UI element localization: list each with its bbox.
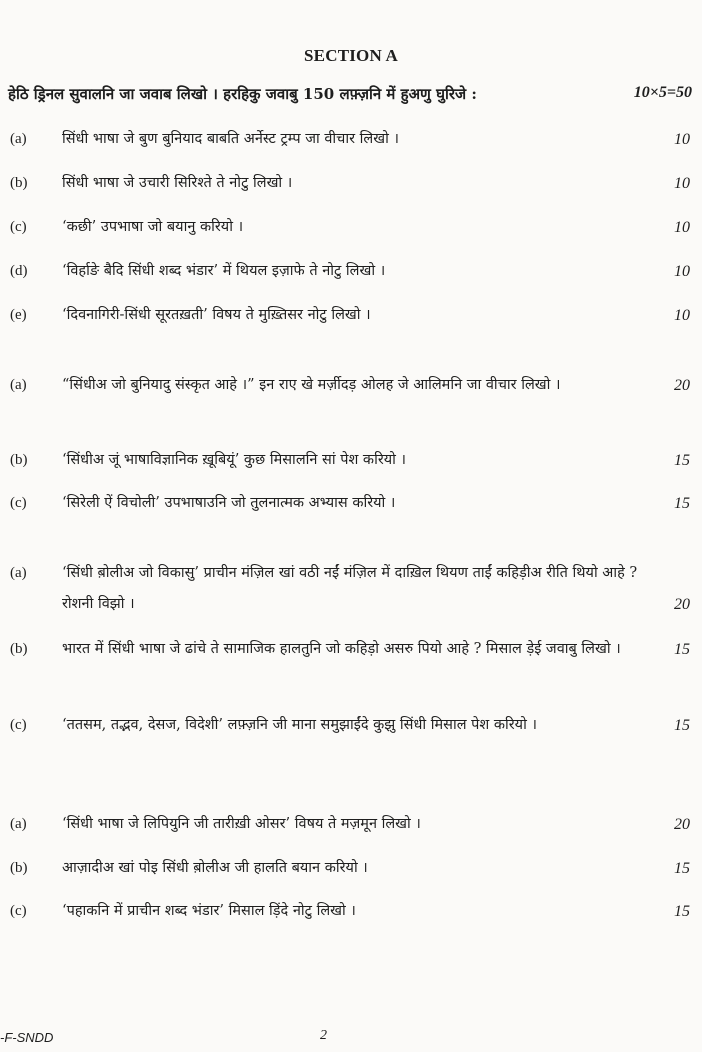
question-text: ‘सिंधी ब़ोलीअ जो विकासु’ प्राचीन मंज़िल खां वठी नईं मंज़िल में दाख़िल थियण ताईं कहिड़ीअ रीति थियो आहे ? रोशनी विझो । xyxy=(62,565,638,612)
question-text: ‘कछी’ उपभाषा जो बयानु करियो । xyxy=(62,219,244,235)
question-text: ‘सिंधी भाषा जे लिपियुनि जी तारीख़ी ओसर’ विषय ते मज़मून लिखो । xyxy=(62,816,421,832)
question-3a xyxy=(10,558,690,620)
question-2a xyxy=(10,370,690,401)
question-marks: 15 xyxy=(674,860,690,877)
instruction-text: हेठि ड्रिनल सुवालनि जा जवाब लिखो । हरहिकु जवाबु 150 लफ़्ज़नि में हुअणु घुरिजे : xyxy=(8,85,477,103)
question-label: (a) xyxy=(10,565,27,581)
question-1a xyxy=(10,124,690,155)
instruction-marks: 10×5=50 xyxy=(633,84,692,101)
question-1d xyxy=(10,256,690,287)
question-4b xyxy=(10,853,690,884)
question-label: (a) xyxy=(10,131,27,147)
question-label: (b) xyxy=(10,175,28,191)
question-label: (c) xyxy=(10,495,27,511)
page-number: 2 xyxy=(320,1028,327,1043)
question-marks: 20 xyxy=(674,377,690,394)
question-text: ‘दिवनागिरी-सिंधी सूरतख़ती’ विषय ते मुख़्तिसर नोटु लिखो । xyxy=(62,307,371,323)
question-marks: 10 xyxy=(674,263,690,280)
question-1b xyxy=(10,168,690,199)
question-label: (c) xyxy=(10,903,27,919)
question-marks: 10 xyxy=(674,131,690,148)
question-label: (b) xyxy=(10,860,28,876)
question-3b xyxy=(10,634,690,665)
instruction-line xyxy=(8,84,692,104)
question-text: आज़ादीअ खां पोइ सिंधी ब़ोलीअ जी हालति बयान करियो । xyxy=(62,860,368,876)
question-marks: 10 xyxy=(674,175,690,192)
question-2c xyxy=(10,488,690,519)
question-text: “सिंधीअ जो बुनियादु संस्कृत आहे ।” इन राए खे मर्ज़ीदड़ ओलह जे आलिमनि जा वीचार लिखो । xyxy=(62,377,561,393)
paper-code: -F-SNDD xyxy=(0,1030,54,1045)
question-label: (a) xyxy=(10,816,27,832)
question-label: (e) xyxy=(10,307,27,323)
question-text: ‘सिरेली ऐं विचोली’ उपभाषाउनि जो तुलनात्मक अभ्यास करियो । xyxy=(62,495,396,511)
question-label: (b) xyxy=(10,641,28,657)
question-4a xyxy=(10,809,690,840)
question-text: ‘सिंधीअ जूं भाषाविज्ञानिक ख़ूबियूं’ कुछ मिसालनि सां पेश करियो । xyxy=(62,452,407,468)
question-marks: 15 xyxy=(674,717,690,734)
question-1c xyxy=(10,212,690,243)
question-marks: 15 xyxy=(674,495,690,512)
question-text: ‘पहाकनि में प्राचीन शब्द भंडार’ मिसाल ड़िंदे नोटु लिखो । xyxy=(62,903,356,919)
question-text: ‘ततसम, तद्भव, देसज, विदेशी’ लफ़्ज़नि जी माना समुझाईंदे कुझु सिंधी मिसाल पेश करियो । xyxy=(62,717,537,733)
section-title: SECTION A xyxy=(304,46,398,65)
question-text: ‘विर्हाङे बैदि सिंधी शब्द भंडार’ में थियल इज़ाफे ते नोटु लिखो । xyxy=(62,263,386,279)
question-marks: 15 xyxy=(674,452,690,469)
question-label: (a) xyxy=(10,377,27,393)
question-marks: 15 xyxy=(674,641,690,658)
question-marks: 15 xyxy=(674,903,690,920)
question-3c xyxy=(10,710,690,741)
question-marks: 10 xyxy=(674,307,690,324)
question-label: (b) xyxy=(10,452,28,468)
question-text: भारत में सिंधी भाषा जे ढांचे ते सामाजिक हालतुनि जो कहिड़ो असरु पियो आहे ? मिसाल ड़ेई जवाबु लिखो । xyxy=(62,641,621,657)
question-marks: 10 xyxy=(674,219,690,236)
question-marks: 20 xyxy=(674,596,690,613)
question-text: सिंधी भाषा जे बुण बुनियाद बाबति अर्नेस्ट ट्रम्प जा वीचार लिखो । xyxy=(62,131,399,147)
question-label: (c) xyxy=(10,219,27,235)
question-label: (c) xyxy=(10,717,27,733)
question-4c xyxy=(10,896,690,927)
question-2b xyxy=(10,445,690,476)
question-text: सिंधी भाषा जे उचारी सिरिश्ते ते नोटु लिखो । xyxy=(62,175,293,191)
question-1e xyxy=(10,300,690,331)
question-label: (d) xyxy=(10,263,28,279)
question-marks: 20 xyxy=(674,816,690,833)
